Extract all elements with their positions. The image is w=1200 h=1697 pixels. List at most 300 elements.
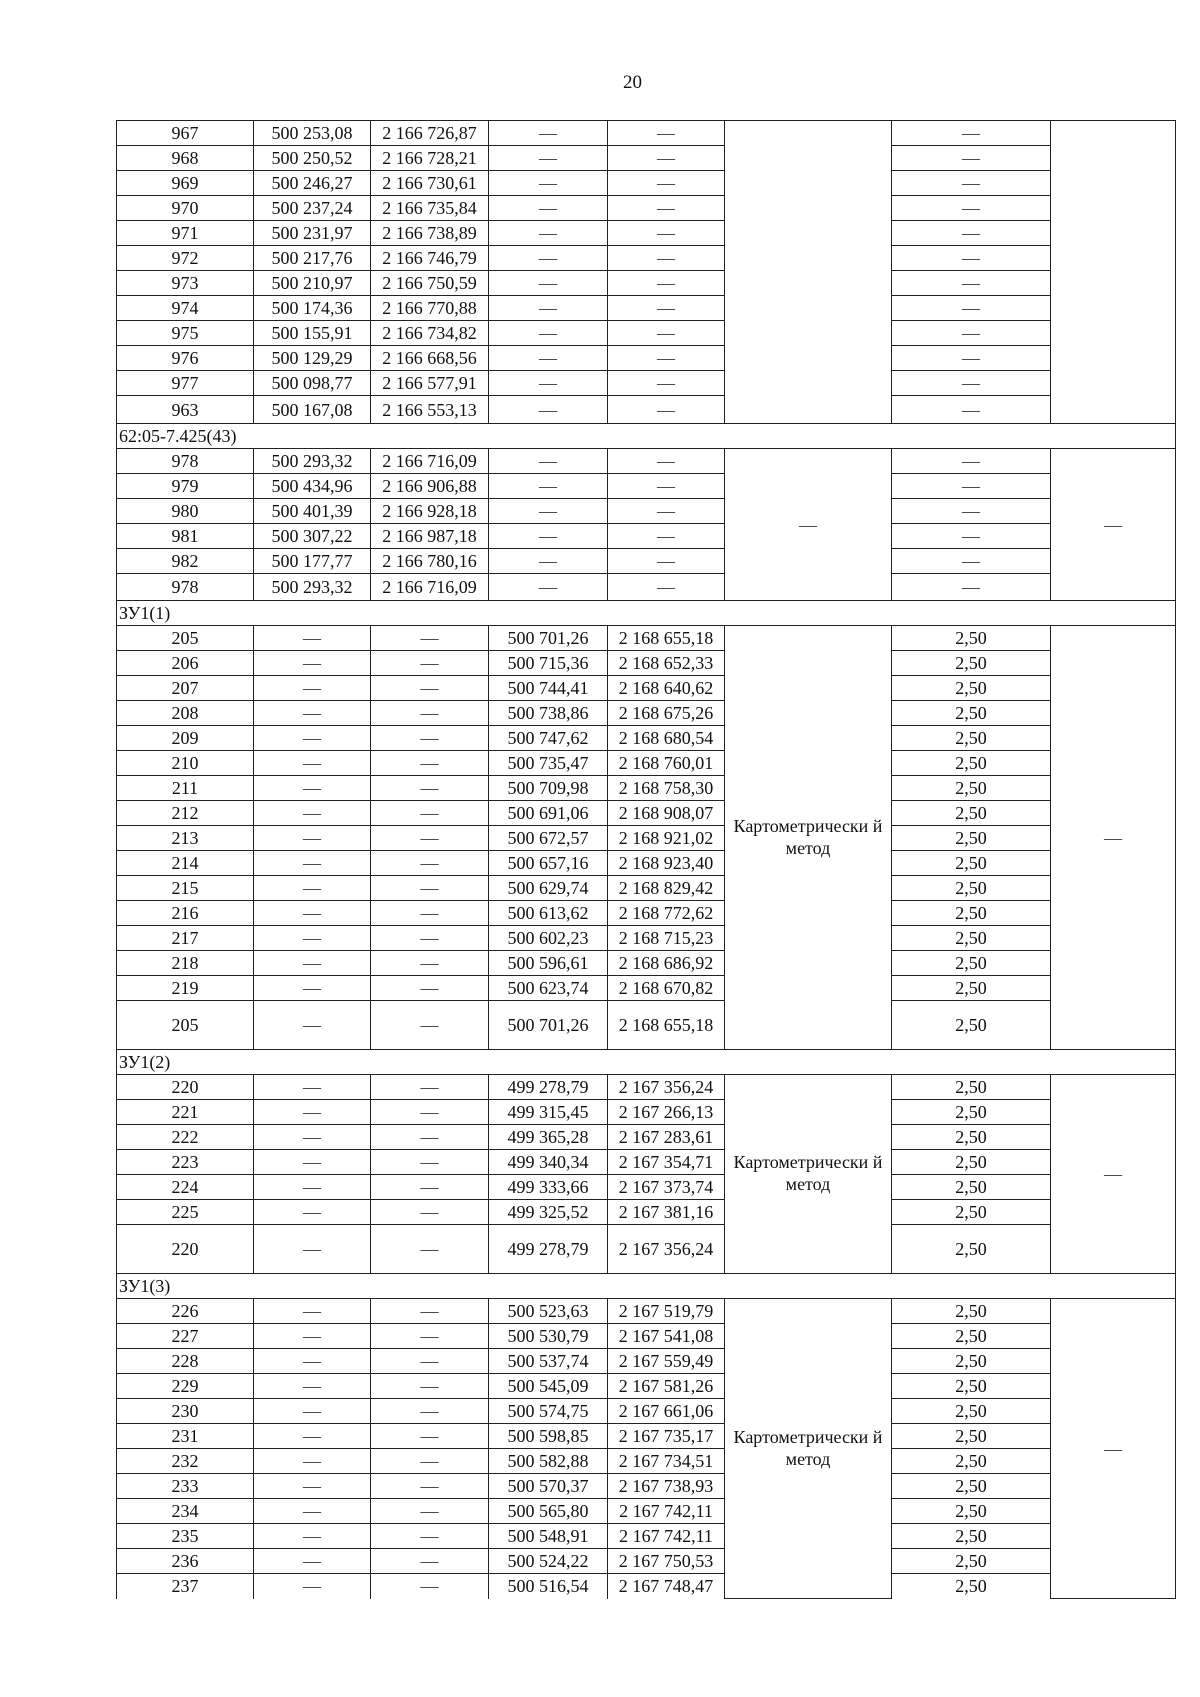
- table-row: [117, 1374, 1176, 1399]
- table-row: [117, 851, 1176, 876]
- new-y: 2 168 655,18: [608, 626, 725, 651]
- existing-y-dash: —: [371, 1374, 489, 1399]
- point-number: 221: [117, 1100, 254, 1125]
- new-y: 2 168 760,01: [608, 751, 725, 776]
- accuracy-value: 2,50: [892, 1574, 1051, 1599]
- point-number: 974: [117, 296, 254, 321]
- new-x: 500 537,74: [489, 1349, 608, 1374]
- accuracy-value: 2,50: [892, 826, 1051, 851]
- new-y: 2 167 734,51: [608, 1449, 725, 1474]
- table-row: [117, 271, 1176, 296]
- existing-x-dash: —: [254, 976, 371, 1001]
- point-number: 220: [117, 1225, 254, 1274]
- existing-y-dash: —: [371, 751, 489, 776]
- table-row: [117, 876, 1176, 901]
- point-number: 230: [117, 1399, 254, 1424]
- point-number: 226: [117, 1299, 254, 1324]
- table-row: [117, 926, 1176, 951]
- new-y: 2 168 758,30: [608, 776, 725, 801]
- existing-y-dash: —: [371, 1100, 489, 1125]
- point-number: 233: [117, 1474, 254, 1499]
- table-row: [117, 474, 1176, 499]
- table-row: [117, 371, 1176, 396]
- new-x-dash: —: [489, 449, 608, 474]
- existing-y-dash: —: [371, 1324, 489, 1349]
- existing-x: 500 129,29: [254, 346, 371, 371]
- new-x-dash: —: [489, 146, 608, 171]
- point-number: 979: [117, 474, 254, 499]
- new-y: 2 168 829,42: [608, 876, 725, 901]
- new-x-dash: —: [489, 396, 608, 424]
- table-row: [117, 549, 1176, 574]
- existing-x-dash: —: [254, 1449, 371, 1474]
- existing-y-dash: —: [371, 1150, 489, 1175]
- table-row: [117, 1299, 1176, 1324]
- existing-x-dash: —: [254, 1474, 371, 1499]
- existing-x-dash: —: [254, 726, 371, 751]
- table-row: [117, 346, 1176, 371]
- existing-y-dash: —: [371, 1424, 489, 1449]
- existing-y-dash: —: [371, 1449, 489, 1474]
- new-y: 2 168 923,40: [608, 851, 725, 876]
- existing-y-dash: —: [371, 851, 489, 876]
- new-x: 500 530,79: [489, 1324, 608, 1349]
- point-number: 978: [117, 574, 254, 601]
- accuracy-dash: —: [892, 321, 1051, 346]
- table-row: [117, 146, 1176, 171]
- point-number: 229: [117, 1374, 254, 1399]
- existing-x-dash: —: [254, 851, 371, 876]
- new-x-dash: —: [489, 346, 608, 371]
- existing-y: 2 166 553,13: [371, 396, 489, 424]
- existing-y-dash: —: [371, 1175, 489, 1200]
- new-y: 2 168 686,92: [608, 951, 725, 976]
- existing-x: 500 177,77: [254, 549, 371, 574]
- accuracy-dash: —: [892, 574, 1051, 601]
- accuracy-value: 2,50: [892, 1150, 1051, 1175]
- method-cell: Картометрически й метод: [725, 626, 892, 1050]
- existing-x: 500 293,32: [254, 449, 371, 474]
- existing-y-dash: —: [371, 1200, 489, 1225]
- new-y: 2 167 266,13: [608, 1100, 725, 1125]
- method-cell: Картометрически й метод: [725, 1299, 892, 1599]
- point-number: 217: [117, 926, 254, 951]
- existing-x-dash: —: [254, 1125, 371, 1150]
- point-number: 227: [117, 1324, 254, 1349]
- new-x: 500 516,54: [489, 1574, 608, 1599]
- existing-x: 500 167,08: [254, 396, 371, 424]
- accuracy-dash: —: [892, 524, 1051, 549]
- existing-x-dash: —: [254, 801, 371, 826]
- existing-y: 2 166 730,61: [371, 171, 489, 196]
- new-x: 500 548,91: [489, 1524, 608, 1549]
- table-row: [117, 574, 1176, 601]
- table-row: [117, 1499, 1176, 1524]
- accuracy-value: 2,50: [892, 1075, 1051, 1100]
- accuracy-value: 2,50: [892, 776, 1051, 801]
- existing-y-dash: —: [371, 1075, 489, 1100]
- accuracy-value: 2,50: [892, 1349, 1051, 1374]
- new-y-dash: —: [608, 371, 725, 396]
- accuracy-dash: —: [892, 296, 1051, 321]
- existing-y-dash: —: [371, 801, 489, 826]
- table-row: [117, 801, 1176, 826]
- new-y-dash: —: [608, 121, 725, 146]
- existing-y-dash: —: [371, 951, 489, 976]
- accuracy-dash: —: [892, 549, 1051, 574]
- point-number: 980: [117, 499, 254, 524]
- existing-y-dash: —: [371, 1225, 489, 1274]
- point-number: 224: [117, 1175, 254, 1200]
- table-row: [117, 1175, 1176, 1200]
- point-number: 205: [117, 626, 254, 651]
- point-number: 211: [117, 776, 254, 801]
- method-cell-empty: [725, 121, 892, 424]
- group-title: ЗУ1(1): [117, 601, 1176, 626]
- existing-x: 500 246,27: [254, 171, 371, 196]
- existing-x-dash: —: [254, 676, 371, 701]
- point-number: 981: [117, 524, 254, 549]
- point-number: 968: [117, 146, 254, 171]
- new-x: 500 744,41: [489, 676, 608, 701]
- existing-x-dash: —: [254, 901, 371, 926]
- new-x-dash: —: [489, 196, 608, 221]
- new-x-dash: —: [489, 246, 608, 271]
- existing-x: 500 250,52: [254, 146, 371, 171]
- new-x: 500 602,23: [489, 926, 608, 951]
- point-number: 231: [117, 1424, 254, 1449]
- existing-y: 2 166 906,88: [371, 474, 489, 499]
- accuracy-value: 2,50: [892, 976, 1051, 1001]
- point-number: 969: [117, 171, 254, 196]
- new-y-dash: —: [608, 146, 725, 171]
- description-cell: [1051, 121, 1176, 424]
- new-x: 500 701,26: [489, 1001, 608, 1050]
- existing-y-dash: —: [371, 1499, 489, 1524]
- new-y: 2 168 640,62: [608, 676, 725, 701]
- accuracy-dash: —: [892, 449, 1051, 474]
- existing-y: 2 166 780,16: [371, 549, 489, 574]
- new-y: 2 168 680,54: [608, 726, 725, 751]
- description-cell: —: [1051, 449, 1176, 601]
- table-row: [117, 1349, 1176, 1374]
- existing-y-dash: —: [371, 626, 489, 651]
- new-y: 2 167 541,08: [608, 1324, 725, 1349]
- new-x: 500 738,86: [489, 701, 608, 726]
- existing-x-dash: —: [254, 1225, 371, 1274]
- accuracy-dash: —: [892, 271, 1051, 296]
- new-y-dash: —: [608, 296, 725, 321]
- new-x: 500 735,47: [489, 751, 608, 776]
- table-row: [117, 651, 1176, 676]
- new-x: 499 278,79: [489, 1075, 608, 1100]
- point-number: 982: [117, 549, 254, 574]
- table-row: [117, 1399, 1176, 1424]
- new-x: 499 278,79: [489, 1225, 608, 1274]
- table-row: [117, 196, 1176, 221]
- existing-y-dash: —: [371, 976, 489, 1001]
- new-x: 500 598,85: [489, 1424, 608, 1449]
- new-x: 500 613,62: [489, 901, 608, 926]
- new-y: 2 167 742,11: [608, 1499, 725, 1524]
- point-number: 208: [117, 701, 254, 726]
- existing-y: 2 166 928,18: [371, 499, 489, 524]
- new-y: 2 167 381,16: [608, 1200, 725, 1225]
- existing-y: 2 166 668,56: [371, 346, 489, 371]
- new-x: 500 570,37: [489, 1474, 608, 1499]
- table-row: [117, 1524, 1176, 1549]
- accuracy-dash: —: [892, 396, 1051, 424]
- new-y-dash: —: [608, 549, 725, 574]
- existing-y-dash: —: [371, 926, 489, 951]
- new-y-dash: —: [608, 574, 725, 601]
- group-header-row: [117, 601, 1176, 626]
- table-row: [117, 751, 1176, 776]
- new-y: 2 167 738,93: [608, 1474, 725, 1499]
- accuracy-value: 2,50: [892, 1225, 1051, 1274]
- new-x-dash: —: [489, 271, 608, 296]
- new-x: 500 565,80: [489, 1499, 608, 1524]
- existing-x-dash: —: [254, 876, 371, 901]
- point-number: 207: [117, 676, 254, 701]
- point-number: 976: [117, 346, 254, 371]
- point-number: 225: [117, 1200, 254, 1225]
- point-number: 215: [117, 876, 254, 901]
- new-x: 500 709,98: [489, 776, 608, 801]
- new-y-dash: —: [608, 474, 725, 499]
- new-x: 500 701,26: [489, 626, 608, 651]
- existing-x-dash: —: [254, 1324, 371, 1349]
- accuracy-dash: —: [892, 146, 1051, 171]
- new-x-dash: —: [489, 474, 608, 499]
- new-y-dash: —: [608, 396, 725, 424]
- new-x: 500 715,36: [489, 651, 608, 676]
- table-row: [117, 901, 1176, 926]
- table-row: [117, 246, 1176, 271]
- accuracy-dash: —: [892, 474, 1051, 499]
- point-number: 228: [117, 1349, 254, 1374]
- accuracy-dash: —: [892, 371, 1051, 396]
- page-number: 20: [623, 72, 642, 93]
- new-y-dash: —: [608, 499, 725, 524]
- accuracy-value: 2,50: [892, 1499, 1051, 1524]
- point-number: 977: [117, 371, 254, 396]
- point-number: 973: [117, 271, 254, 296]
- new-y: 2 167 356,24: [608, 1225, 725, 1274]
- accuracy-value: 2,50: [892, 726, 1051, 751]
- new-y-dash: —: [608, 196, 725, 221]
- existing-y-dash: —: [371, 651, 489, 676]
- point-number: 237: [117, 1574, 254, 1599]
- existing-x-dash: —: [254, 626, 371, 651]
- method-dash: —: [725, 449, 892, 601]
- new-x-dash: —: [489, 524, 608, 549]
- table-row: [117, 1100, 1176, 1125]
- group-title: ЗУ1(2): [117, 1050, 1176, 1075]
- point-number: 218: [117, 951, 254, 976]
- new-y: 2 167 661,06: [608, 1399, 725, 1424]
- new-x: 500 691,06: [489, 801, 608, 826]
- table-row: [117, 1324, 1176, 1349]
- point-number: 972: [117, 246, 254, 271]
- new-x-dash: —: [489, 574, 608, 601]
- existing-y-dash: —: [371, 1125, 489, 1150]
- point-number: 214: [117, 851, 254, 876]
- new-y: 2 168 652,33: [608, 651, 725, 676]
- new-x-dash: —: [489, 549, 608, 574]
- existing-x-dash: —: [254, 926, 371, 951]
- group-header-row: [117, 1050, 1176, 1075]
- table-row: [117, 499, 1176, 524]
- table-row: [117, 1225, 1176, 1274]
- new-x: 500 582,88: [489, 1449, 608, 1474]
- new-x: 500 596,61: [489, 951, 608, 976]
- existing-y-dash: —: [371, 1474, 489, 1499]
- existing-x: 500 217,76: [254, 246, 371, 271]
- existing-y: 2 166 728,21: [371, 146, 489, 171]
- table-row: [117, 1474, 1176, 1499]
- existing-x-dash: —: [254, 1200, 371, 1225]
- accuracy-dash: —: [892, 196, 1051, 221]
- accuracy-value: 2,50: [892, 1175, 1051, 1200]
- new-y: 2 168 670,82: [608, 976, 725, 1001]
- existing-x-dash: —: [254, 1549, 371, 1574]
- existing-x: 500 434,96: [254, 474, 371, 499]
- accuracy-value: 2,50: [892, 851, 1051, 876]
- existing-y: 2 166 716,09: [371, 574, 489, 601]
- table-row: [117, 701, 1176, 726]
- accuracy-value: 2,50: [892, 751, 1051, 776]
- existing-x-dash: —: [254, 1100, 371, 1125]
- group-title: 62:05-7.425(43): [117, 424, 1176, 449]
- group-title: ЗУ1(3): [117, 1274, 1176, 1299]
- new-y: 2 167 283,61: [608, 1125, 725, 1150]
- new-y-dash: —: [608, 321, 725, 346]
- accuracy-dash: —: [892, 121, 1051, 146]
- table-row: [117, 976, 1176, 1001]
- existing-y-dash: —: [371, 826, 489, 851]
- point-number: 978: [117, 449, 254, 474]
- existing-y: 2 166 750,59: [371, 271, 489, 296]
- new-y-dash: —: [608, 246, 725, 271]
- point-number: 219: [117, 976, 254, 1001]
- existing-y: 2 166 738,89: [371, 221, 489, 246]
- existing-y: 2 166 987,18: [371, 524, 489, 549]
- new-x: 499 365,28: [489, 1125, 608, 1150]
- new-x: 500 545,09: [489, 1374, 608, 1399]
- existing-y-dash: —: [371, 701, 489, 726]
- existing-x-dash: —: [254, 776, 371, 801]
- existing-x-dash: —: [254, 1574, 371, 1599]
- existing-y-dash: —: [371, 1399, 489, 1424]
- existing-y-dash: —: [371, 1349, 489, 1374]
- existing-x-dash: —: [254, 1299, 371, 1324]
- table-row: [117, 449, 1176, 474]
- point-number: 971: [117, 221, 254, 246]
- existing-x: 500 401,39: [254, 499, 371, 524]
- existing-x-dash: —: [254, 1349, 371, 1374]
- new-x-dash: —: [489, 296, 608, 321]
- table-row: [117, 524, 1176, 549]
- existing-x: 500 237,24: [254, 196, 371, 221]
- existing-y-dash: —: [371, 1524, 489, 1549]
- existing-y-dash: —: [371, 1574, 489, 1599]
- group-header-row: [117, 1274, 1176, 1299]
- accuracy-value: 2,50: [892, 1399, 1051, 1424]
- new-x: 499 333,66: [489, 1175, 608, 1200]
- existing-y-dash: —: [371, 676, 489, 701]
- new-x-dash: —: [489, 171, 608, 196]
- accuracy-value: 2,50: [892, 1424, 1051, 1449]
- point-number: 209: [117, 726, 254, 751]
- accuracy-value: 2,50: [892, 1449, 1051, 1474]
- existing-x: 500 098,77: [254, 371, 371, 396]
- point-number: 213: [117, 826, 254, 851]
- accuracy-value: 2,50: [892, 1324, 1051, 1349]
- existing-x-dash: —: [254, 1424, 371, 1449]
- new-y: 2 167 559,49: [608, 1349, 725, 1374]
- existing-y: 2 166 577,91: [371, 371, 489, 396]
- table-row: [117, 1574, 1176, 1599]
- accuracy-dash: —: [892, 499, 1051, 524]
- existing-x: 500 155,91: [254, 321, 371, 346]
- table-row: [117, 1549, 1176, 1574]
- table-row: [117, 826, 1176, 851]
- new-x: 500 672,57: [489, 826, 608, 851]
- accuracy-dash: —: [892, 221, 1051, 246]
- new-y-dash: —: [608, 449, 725, 474]
- new-x-dash: —: [489, 499, 608, 524]
- new-y: 2 167 354,71: [608, 1150, 725, 1175]
- description-cell: —: [1051, 1075, 1176, 1274]
- accuracy-value: 2,50: [892, 876, 1051, 901]
- new-x: 499 340,34: [489, 1150, 608, 1175]
- table-row: [117, 1150, 1176, 1175]
- table-row: [117, 171, 1176, 196]
- existing-y-dash: —: [371, 1299, 489, 1324]
- accuracy-value: 2,50: [892, 701, 1051, 726]
- table-row: [117, 396, 1176, 424]
- new-x: 500 524,22: [489, 1549, 608, 1574]
- existing-x-dash: —: [254, 1399, 371, 1424]
- existing-x-dash: —: [254, 1524, 371, 1549]
- new-x: 500 657,16: [489, 851, 608, 876]
- table-row: [117, 121, 1176, 146]
- table-row: [117, 676, 1176, 701]
- new-y: 2 167 356,24: [608, 1075, 725, 1100]
- existing-x-dash: —: [254, 1001, 371, 1050]
- existing-x-dash: —: [254, 1075, 371, 1100]
- existing-y: 2 166 734,82: [371, 321, 489, 346]
- table-row: [117, 726, 1176, 751]
- new-y-dash: —: [608, 524, 725, 549]
- new-y: 2 168 715,23: [608, 926, 725, 951]
- new-y-dash: —: [608, 346, 725, 371]
- table-row: [117, 1449, 1176, 1474]
- table-row: [117, 776, 1176, 801]
- accuracy-value: 2,50: [892, 901, 1051, 926]
- existing-y: 2 166 726,87: [371, 121, 489, 146]
- table-row: [117, 296, 1176, 321]
- table-row: [117, 1001, 1176, 1050]
- accuracy-value: 2,50: [892, 1524, 1051, 1549]
- accuracy-value: 2,50: [892, 926, 1051, 951]
- new-y: 2 168 908,07: [608, 801, 725, 826]
- existing-y-dash: —: [371, 876, 489, 901]
- new-y: 2 167 742,11: [608, 1524, 725, 1549]
- new-x-dash: —: [489, 221, 608, 246]
- table-row: [117, 626, 1176, 651]
